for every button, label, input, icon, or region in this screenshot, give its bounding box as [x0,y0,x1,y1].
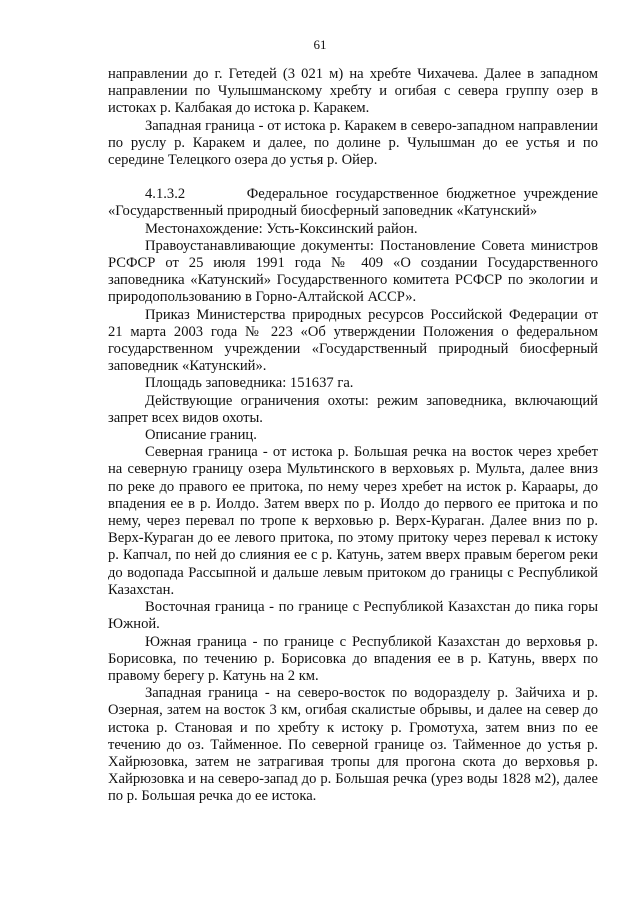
paragraph-ministry-order: Приказ Министерства природных ресурсов Российской Федерации от 21 марта 2003 года № 223 «Об утверждении Положения о федеральном государственном учреждении «Государственный природный биосферный заповедник «Катунский». [108,306,598,375]
paragraph-founding-documents: Правоустанавливающие документы: Постановление Совета министров РСФСР от 25 июля 1991 года № 409 «О создании Государственного заповедника «Катунский» Государственного комитета РСФСР по экологии и природопользованию в Горно-Алтайской АССР». [108,237,598,306]
document-body [108,66,602,806]
paragraph-eastern-border: Восточная граница - по границе с Республикой Казахстан до пика горы Южной. [108,599,598,633]
section-gap [108,169,598,186]
paragraph-location: Местонахождение: Усть-Коксинский район. [145,220,418,237]
paragraph-northern-border: Северная граница - от истока р. Большая речка на восток через хребет на северную границу озера Мультинского в верховьях р. Мульта, далее вниз по реке до правого ее притока, по нему через хребет на исток р. Караары, до впадения ее в р. Иолдо. Затем вверх по р. Иолдо до первого ее притока и по нему, через перевал по тропе к верховью р. Верх-Кураган. Далее вниз по р. Верх-Кураган до ее левого притока, по этому притоку через перевал к истоку р. Капчал, по ней до слияния ее с р. Катунь, затем вверх правым берегом реки до водопада Рассыпной и дальше левым притоком до границы с Республикой Казахстан. [108,444,598,598]
paragraph-borders-title: Описание границ. [145,427,257,444]
paragraph-continuation: направлении до г. Гетедей (3 021 м) на хребте Чихачева. Далее в западном направлении по Чулышманскому хребту и огибая с севера группу озер в истоках р. Калбакая до истока р. Каракем. [108,66,598,117]
paragraph-western-border-1: Западная граница - от истока р. Каракем в северо-западном направлении по руслу р. Каракем и далее, по долине р. Чулышман до ее устья и по середине Телецкого озера до устья р. Ойер. [108,117,598,169]
paragraph-hunting-restrictions: Действующие ограничения охоты: режим заповедника, включающий запрет всех видов охоты. [108,392,598,426]
section-heading-4-1-3-2: 4.1.3.2 Федеральное государственное бюджетное учреждение «Государственный природный биосферный заповедник «Катунский» [108,186,602,220]
paragraph-area: Площадь заповедника: 151637 га. [145,375,354,392]
paragraph-southern-border: Южная граница - по границе с Республикой Казахстан до верховья р. Борисовка, по течению р. Борисовка до впадения ее в р. Катунь, вверх по правому берегу р. Катунь на 2 км. [108,633,598,684]
page-number: 61 [313,37,327,52]
paragraph-western-border-2: Западная граница - на северо-восток по водоразделу р. Зайчиха и р. Озерная, затем на восток 3 км, огибая скалистые обрывы, и далее на север до истока р. Становая и по хребту к истоку р. Громотуха, затем вниз по ее течению до оз. Тайменное. По северной границе оз. Тайменное до устья р. Хайрюзовка, затем не затрагивая тропы для прогона скота до верховья р. Хайрюзовка и на северо-запад до р. Большая речка (урез воды 1828 м2), далее по р. Большая речка до ее истока. [108,685,598,805]
